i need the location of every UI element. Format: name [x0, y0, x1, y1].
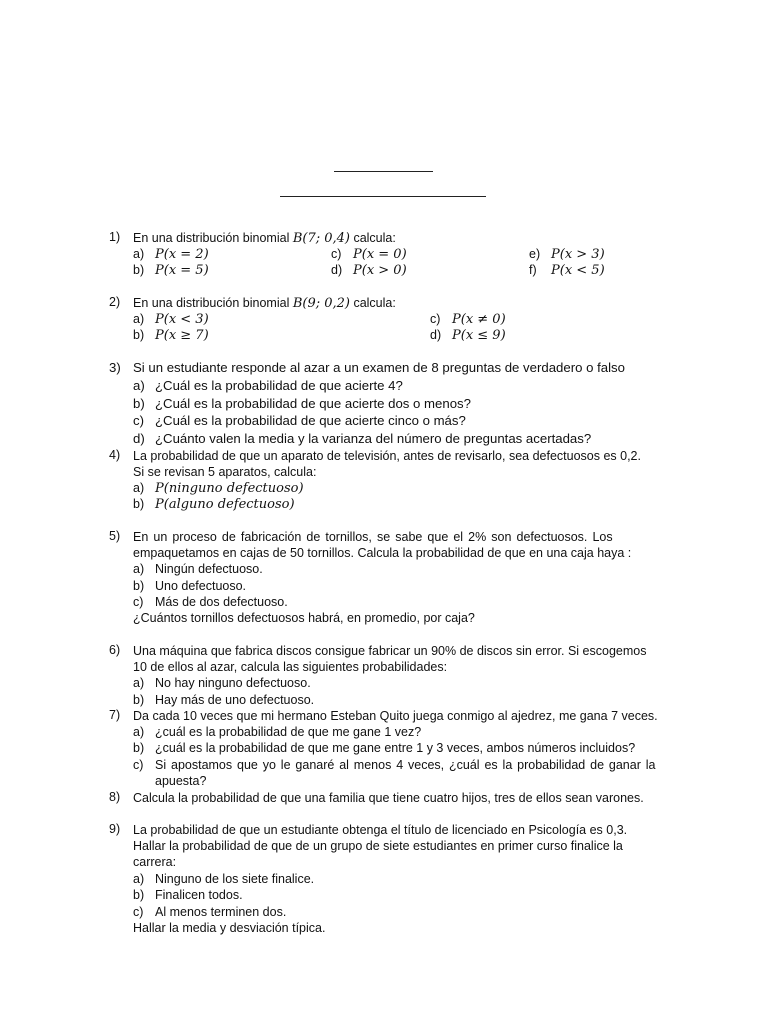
problem-5-statement: En un proceso de fabricación de tornillos, se sabe que el 2% son defectuosos. Los	[133, 530, 613, 544]
item-label: b)	[133, 263, 145, 277]
item-text: Ninguno de los siete finalice.	[155, 872, 315, 886]
problem-6-item-a	[133, 675, 311, 691]
problem-3-statement: Si un estudiante responde al azar a un examen de 8 preguntas de verdadero o falso	[133, 360, 625, 375]
item-label: f)	[529, 263, 537, 277]
item-label: b)	[133, 328, 145, 342]
problem-1-item-a	[133, 246, 209, 263]
item-text: ¿Cuál es la probabilidad de que acierte 4?	[155, 378, 403, 393]
item-label: a)	[133, 676, 145, 690]
problem-1-text-end: calcula:	[349, 231, 396, 245]
item-label: b)	[133, 693, 145, 707]
item-label: a)	[133, 378, 145, 393]
problem-7-item-a	[133, 724, 421, 740]
problem-7-item-b	[133, 740, 635, 756]
problem-1-statement	[133, 230, 396, 247]
problem-7-item-c	[133, 757, 655, 773]
problem-1-text: En una distribución binomial	[133, 231, 293, 245]
item-label: b)	[133, 741, 145, 755]
item-expression: P(x = 5)	[155, 263, 209, 278]
item-label: b)	[133, 396, 145, 411]
item-label: a)	[133, 312, 145, 326]
item-label: c)	[331, 247, 342, 261]
item-text: ¿Cuál es la probabilidad de que acierte dos o menos?	[155, 396, 471, 411]
problem-2-text-end: calcula:	[349, 296, 396, 310]
problem-2-number: 2)	[109, 295, 121, 309]
problem-7-item-c-continued: apuesta?	[155, 774, 207, 788]
item-text: ¿Cuánto valen la media y la varianza del número de preguntas acertadas?	[155, 431, 592, 446]
header-rule-short	[334, 171, 433, 172]
problem-9-number: 9)	[109, 822, 121, 836]
item-text: Al menos terminen dos.	[155, 905, 287, 919]
problem-5-question: ¿Cuántos tornillos defectuosos habrá, en promedio, por caja?	[133, 611, 475, 625]
item-label: b)	[133, 579, 145, 593]
item-text: Más de dos defectuoso.	[155, 595, 288, 609]
item-label: b)	[133, 888, 145, 902]
problem-6-statement-2: 10 de ellos al azar, calcula las siguientes probabilidades:	[133, 660, 448, 674]
item-label: d)	[430, 328, 442, 342]
problem-2-distribution: B(9; 0,2)	[292, 296, 350, 311]
item-label: b)	[133, 497, 145, 511]
problem-4-item-a	[133, 480, 304, 497]
problem-9-item-a	[133, 871, 314, 887]
problem-5-item-c	[133, 594, 288, 610]
problem-3-item-c	[133, 413, 466, 429]
problem-1-item-c	[331, 246, 407, 263]
item-expression: P(alguno defectuoso)	[155, 497, 295, 512]
problem-6-statement: Una máquina que fabrica discos consigue fabricar un 90% de discos sin error. Si escogemos	[133, 644, 647, 658]
problem-3-item-d	[133, 431, 591, 447]
problem-3-item-b	[133, 396, 471, 412]
item-label: c)	[133, 595, 144, 609]
problem-9-statement-2: Hallar la probabilidad de que de un grupo de siete estudiantes en primer curso finalice la	[133, 839, 623, 853]
problem-2-item-a	[133, 311, 209, 328]
problem-9-item-c	[133, 904, 286, 920]
item-text: ¿Cuál es la probabilidad de que acierte cinco o más?	[155, 413, 466, 428]
item-text: ¿cuál es la probabilidad de que me gane entre 1 y 3 veces, ambos números incluidos?	[155, 741, 636, 755]
problem-2-statement	[133, 295, 396, 312]
item-expression: P(x ≥ 7)	[155, 328, 209, 343]
problem-1-item-d	[331, 262, 407, 279]
problem-7-number: 7)	[109, 708, 121, 722]
item-expression: P(x < 5)	[551, 263, 605, 278]
item-label: d)	[133, 431, 145, 446]
problem-8-statement: Calcula la probabilidad de que una familia que tiene cuatro hijos, tres de ellos sean varones.	[133, 791, 644, 805]
item-label: a)	[133, 481, 145, 495]
item-label: c)	[133, 905, 144, 919]
problem-2-text: En una distribución binomial	[133, 296, 293, 310]
item-text: Uno defectuoso.	[155, 579, 247, 593]
problem-4-statement: La probabilidad de que un aparato de televisión, antes de revisarlo, sea defectuosos es 0,2.	[133, 449, 641, 463]
problem-9-statement-3: carrera:	[133, 855, 177, 869]
item-expression: P(x ≤ 9)	[452, 328, 506, 343]
problem-7-statement: Da cada 10 veces que mi hermano Esteban Quito juega conmigo al ajedrez, me gana 7 veces.	[133, 709, 658, 723]
problem-5-item-b	[133, 578, 246, 594]
problem-3-item-a	[133, 378, 403, 394]
item-expression: P(x < 3)	[155, 312, 209, 327]
problem-9-statement: La probabilidad de que un estudiante obtenga el título de licenciado en Psicología es 0,3.	[133, 823, 628, 837]
item-text: Si apostamos que yo le ganaré al menos 4 veces, ¿cuál es la probabilidad de ganar la	[155, 758, 656, 772]
item-label: a)	[133, 872, 145, 886]
problem-5-number: 5)	[109, 529, 121, 543]
problem-9-item-b	[133, 887, 243, 903]
item-expression: P(x = 0)	[353, 247, 407, 262]
item-text: Hay más de uno defectuoso.	[155, 693, 315, 707]
item-label: a)	[133, 247, 145, 261]
item-label: a)	[133, 725, 145, 739]
item-label: a)	[133, 562, 145, 576]
problem-9-final-question: Hallar la media y desviación típica.	[133, 921, 326, 935]
problem-1-item-e	[529, 246, 605, 263]
item-expression: P(x > 0)	[353, 263, 407, 278]
problem-6-number: 6)	[109, 643, 121, 657]
item-text: Finalicen todos.	[155, 888, 243, 902]
problem-2-item-b	[133, 327, 209, 344]
item-expression: P(x = 2)	[155, 247, 209, 262]
problem-1-item-f	[529, 262, 605, 279]
problem-1-distribution: B(7; 0,4)	[292, 231, 350, 246]
problem-1-item-b	[133, 262, 209, 279]
problem-4-item-b	[133, 496, 295, 513]
item-expression: P(x > 3)	[551, 247, 605, 262]
item-text: No hay ninguno defectuoso.	[155, 676, 311, 690]
item-text: ¿cuál es la probabilidad de que me gane 1 vez?	[155, 725, 422, 739]
item-expression: P(ninguno defectuoso)	[155, 481, 304, 496]
item-label: d)	[331, 263, 343, 277]
item-label: e)	[529, 247, 541, 261]
problem-5-statement-2: empaquetamos en cajas de 50 tornillos. Calcula la probabilidad de que en una caja haya :	[133, 546, 632, 560]
header-rule-long	[280, 196, 486, 197]
problem-2-item-c	[430, 311, 506, 328]
problem-2-item-d	[430, 327, 506, 344]
item-text: Ningún defectuoso.	[155, 562, 263, 576]
problem-5-item-a	[133, 561, 263, 577]
problem-4-statement-2: Si se revisan 5 aparatos, calcula:	[133, 465, 317, 479]
item-label: c)	[133, 758, 144, 772]
item-label: c)	[430, 312, 441, 326]
problem-6-item-b	[133, 692, 314, 708]
problem-1-number: 1)	[109, 230, 121, 244]
problem-8-number: 8)	[109, 790, 121, 804]
problem-4-number: 4)	[109, 448, 121, 462]
item-label: c)	[133, 413, 144, 428]
problem-3-number: 3)	[109, 360, 121, 375]
item-expression: P(x ≠ 0)	[452, 312, 506, 327]
